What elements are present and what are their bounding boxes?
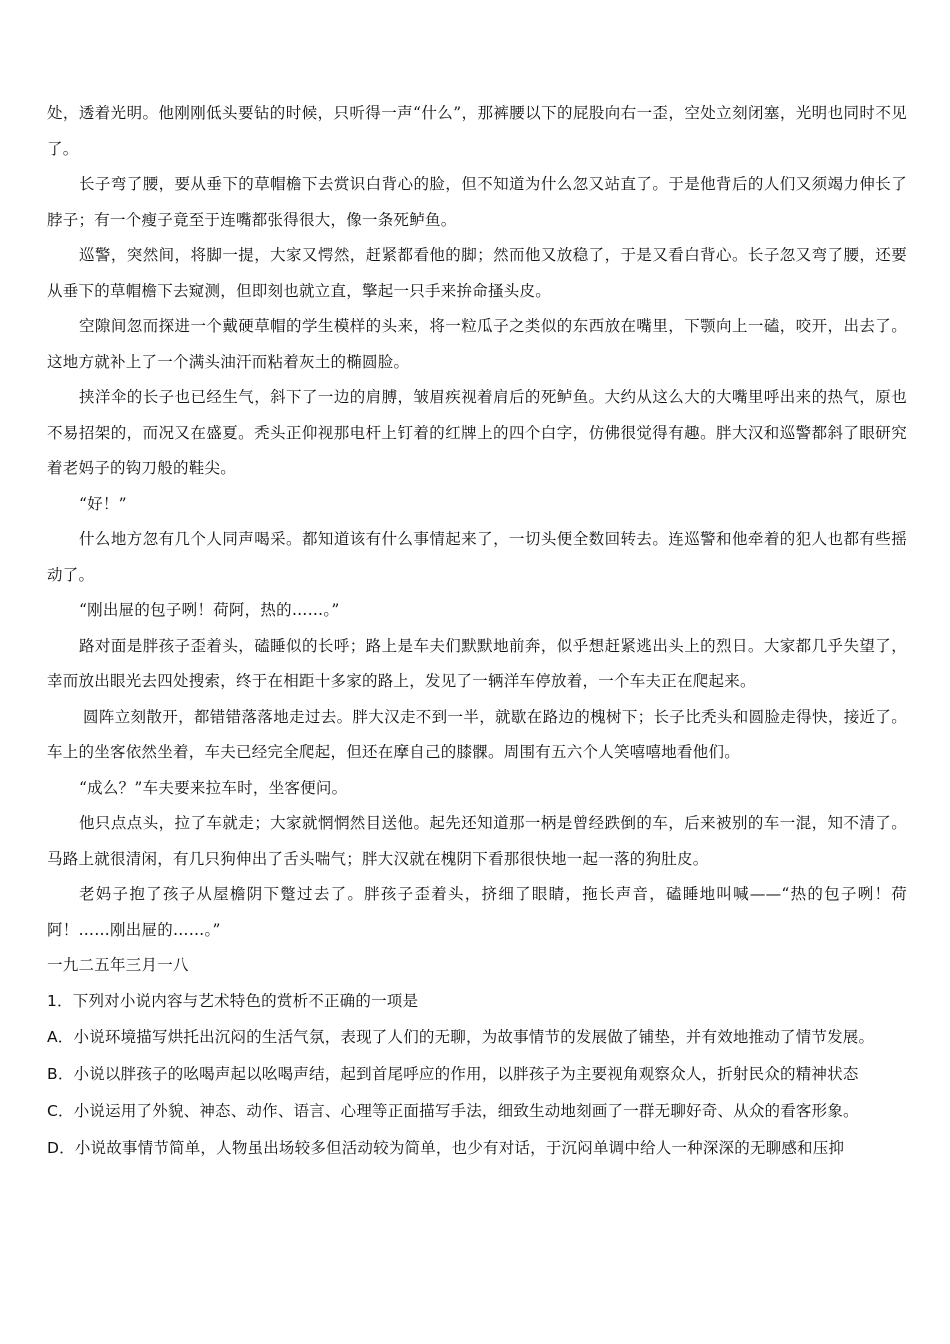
paragraph-12: 他只点点头，拉了车就走；大家就惘惘然目送他。起先还知道那一柄是曾经跌倒的车，后来被别的车一混，知不清了。马路上就很清闲，有几只狗伸出了舌头喘气；胖大汉就在槐阴下看那很快地一起一落的狗肚皮。 (47, 814, 907, 868)
option-a: A．小说环境描写烘托出沉闷的生活气氛，表现了人们的无聊，为故事情节的发展做了铺垫，并有效地推动了情节发展。 (47, 1028, 875, 1046)
paragraph-3: 巡警，突然间，将脚一提，大家又愕然，赶紧都看他的脚；然而他又放稳了，于是又看白背心。长子忽又弯了腰，还要从垂下的草帽檐下去窥测，但即刻也就立直，擎起一只手来拚命搔头皮。 (47, 246, 907, 300)
question-stem: 1．下列对小说内容与艺术特色的赏析不正确的一项是 (47, 991, 419, 1010)
paragraph-2: 长子弯了腰，要从垂下的草帽檐下去赏识白背心的脸，但不知道为什么忽又站直了。于是他背后的人们又须竭力伸长了脖子；有一个瘦子竟至于连嘴都张得很大，像一条死鲈鱼。 (47, 175, 907, 229)
date-line: 一九二五年三月一八 (47, 956, 189, 974)
paragraph-8: “刚出屉的包子咧！荷阿，热的……。” (79, 601, 340, 619)
paragraph-7: 什么地方忽有几个人同声喝采。都知道该有什么事情起来了，一切头便全数回转去。连巡警和他牵着的犯人也都有些摇动了。 (47, 530, 907, 584)
paragraph-9: 路对面是胖孩子歪着头，磕睡似的长呼；路上是车夫们默默地前奔，似乎想赶紧逃出头上的烈日。大家都几乎失望了，幸而放出眼光去四处搜索，终于在相距十多家的路上，发见了一辆洋车停放着，一个车夫正在爬起来。 (47, 636, 907, 690)
option-b: B．小说以胖孩子的吆喝声起以吆喝声结，起到首尾呼应的作用，以胖孩子为主要视角观察众人，折射民众的精神状态 (47, 1065, 859, 1083)
paragraph-5: 挟洋伞的长子也已经生气，斜下了一边的肩膊，皱眉疾视着肩后的死鲈鱼。大约从这么大的大嘴里呼出来的热气，原也不易招架的，而况又在盛夏。秃头正仰视那电杆上钉着的红牌上的四个白字，仿佛很觉得有趣。胖大汉和巡警都斜了眼研究着老妈子的钩刀般的鞋尖。 (47, 388, 907, 477)
paragraph-1: 处，透着光明。他刚刚低头要钻的时候，只听得一声“什么”，那裤腰以下的屁股向右一歪，空处立刻闭塞，光明也同时不见了。 (47, 104, 907, 158)
document-body (47, 96, 907, 1167)
paragraph-11: “成么？”车夫要来拉车时，坐客便问。 (79, 778, 348, 797)
option-d: D．小说故事情节简单，人物虽出场较多但活动较为简单，也少有对话，于沉闷单调中给人一种深深的无聊感和压抑 (47, 1139, 845, 1157)
paragraph-6: “好！” (79, 494, 127, 513)
paragraph-10: 圆阵立刻散开，都错错落落地走过去。胖大汉走不到一半，就歇在路边的槐树下；长子比秃头和圆脸走得快，接近了。车上的坐客依然坐着，车夫已经完全爬起，但还在摩自己的膝髁。周围有五六个人笑嘻嘻地看他们。 (47, 707, 907, 761)
paragraph-4: 空隙间忽而探进一个戴硬草帽的学生模样的头来，将一粒瓜子之类似的东西放在嘴里，下颚向上一磕，咬开，出去了。这地方就补上了一个满头油汗而粘着灰土的椭圆脸。 (47, 317, 907, 371)
paragraph-13: 老妈子抱了孩子从屋檐阴下蹩过去了。胖孩子歪着头，挤细了眼睛，拖长声音，磕睡地叫喊——“热的包子咧！荷阿！……刚出屉的……。” (47, 885, 907, 939)
option-c: C．小说运用了外貌、神态、动作、语言、心理等正面描写手法，细致生动地刻画了一群无聊好奇、从众的看客形象。 (47, 1102, 859, 1120)
